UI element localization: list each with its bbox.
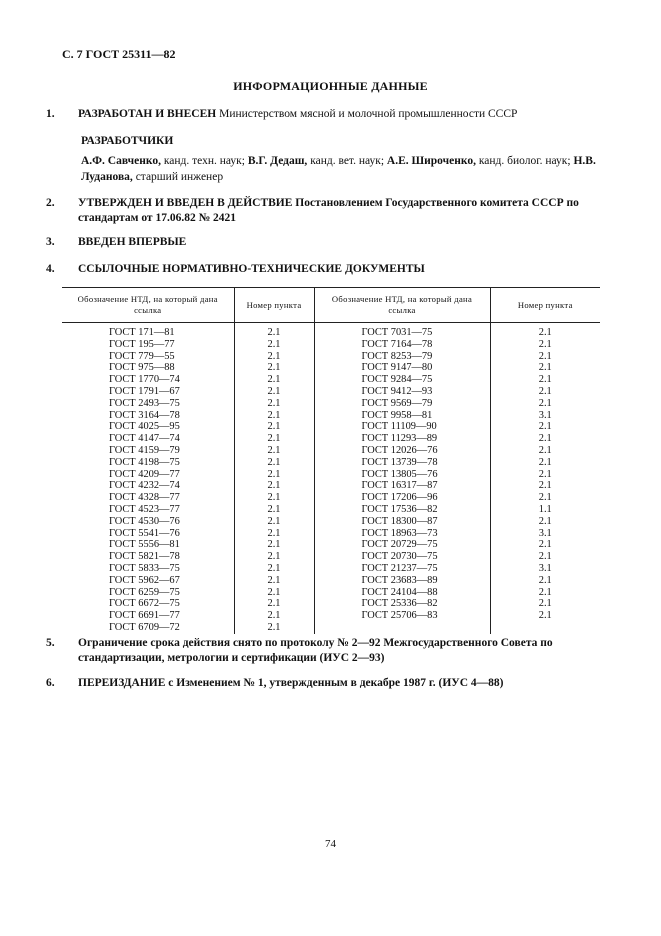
clause-number: 2.1 — [538, 468, 552, 480]
clause-number: 2.1 — [234, 610, 314, 622]
developer-role: канд. техн. наук; — [160, 155, 248, 167]
table-row — [62, 516, 600, 528]
section-3 — [46, 235, 600, 250]
clause-number: 2.1 — [234, 457, 314, 469]
column-header: Номер пункта — [490, 288, 600, 323]
clause-number: 2.1 — [538, 350, 552, 362]
clause-number: 2.1 — [234, 622, 314, 634]
clause-number: 2.1 — [234, 504, 314, 516]
clause-number: 2.1 — [538, 374, 552, 386]
ntd-designation: ГОСТ 18300—87 — [314, 516, 490, 528]
ntd-designation: ГОСТ 17206—96 — [314, 492, 490, 504]
clause-number: 2.1 — [234, 598, 314, 610]
ntd-designation: ГОСТ 16317—87 — [314, 480, 490, 492]
ntd-designation: ГОСТ 5833—75 — [62, 563, 234, 575]
table-row — [62, 339, 600, 351]
clause-number: 2.1 — [234, 410, 314, 422]
clause-number: 2.1 — [234, 587, 314, 599]
section-heading: ВВЕДЕН ВПЕРВЫЕ — [78, 236, 187, 248]
ntd-designation: ГОСТ 25336—82 — [314, 598, 490, 610]
section-4 — [46, 262, 600, 277]
section-6 — [46, 676, 600, 691]
developers-heading — [81, 134, 619, 149]
section-text: Постановлением Государственного комитета СССР по стандартам от 17.06.82 № 2421 — [78, 197, 579, 224]
ntd-designation: ГОСТ 1791—67 — [62, 386, 234, 398]
ntd-designation: ГОСТ 7031—75 — [314, 323, 490, 339]
table-row — [62, 386, 600, 398]
developer-role: старший инженер — [132, 171, 224, 183]
developer-name: В.Г. Дедаш, — [247, 155, 308, 167]
ntd-designation: ГОСТ 21237—75 — [314, 563, 490, 575]
clause-number: 2.1 — [234, 516, 314, 528]
ntd-designation — [314, 622, 490, 634]
clause-number: 2.1 — [538, 574, 552, 586]
column-header: Номер пункта — [234, 288, 314, 323]
table-row — [62, 492, 600, 504]
page-title: ИНФОРМАЦИОННЫЕ ДАННЫЕ — [233, 79, 428, 93]
developer-name: Н.В. Луданова, — [81, 155, 596, 183]
section-heading: ПЕРЕИЗДАНИЕ — [78, 677, 166, 689]
clause-number: 2.1 — [234, 323, 314, 339]
clause-number: 2.1 — [538, 492, 552, 504]
clause-number: 2.1 — [538, 539, 552, 551]
ntd-designation: ГОСТ 13739—78 — [314, 457, 490, 469]
ntd-designation: ГОСТ 12026—76 — [314, 445, 490, 457]
clause-number: 2.1 — [234, 563, 314, 575]
ntd-designation: ГОСТ 4530—76 — [62, 516, 234, 528]
clause-number: 2.1 — [538, 362, 552, 374]
clause-number: 3.1 — [538, 527, 552, 539]
section-heading: УТВЕРЖДЕН И ВВЕДЕН В ДЕЙСТВИЕ — [78, 197, 293, 209]
table-row — [62, 351, 600, 363]
clause-number: 2.1 — [234, 480, 314, 492]
section-number: 3. — [46, 236, 55, 248]
developer-role: канд. биолог. наук; — [475, 155, 574, 167]
clause-number: 2.1 — [234, 575, 314, 587]
column-header: Обозначение НТД, на который дана ссылка — [62, 288, 234, 323]
ntd-designation: ГОСТ 4232—74 — [62, 480, 234, 492]
ntd-designation: ГОСТ 9412—93 — [314, 386, 490, 398]
clause-number: 2.1 — [538, 433, 552, 445]
clause-number: 2.1 — [234, 398, 314, 410]
table-row — [62, 433, 600, 445]
ntd-designation: ГОСТ 7164—78 — [314, 339, 490, 351]
ntd-designation: ГОСТ 6672—75 — [62, 598, 234, 610]
section-5 — [46, 636, 600, 666]
clause-number: 3.1 — [538, 409, 552, 421]
table-row — [62, 480, 600, 492]
clause-number: 2.1 — [234, 539, 314, 551]
table-row — [62, 323, 600, 339]
section-number: 2. — [46, 197, 55, 209]
table-row — [62, 551, 600, 563]
section-text: Ограничение срока действия снято по протоколу № 2—92 Межгосударственного Совета по стандартизации, метрологии и сертификации (ИУС 2—93) — [78, 637, 553, 664]
table-row — [62, 622, 600, 634]
ntd-designation: ГОСТ 4209—77 — [62, 469, 234, 481]
clause-number: 2.1 — [538, 385, 552, 397]
ntd-designation: ГОСТ 4328—77 — [62, 492, 234, 504]
table-header-row — [62, 288, 600, 323]
clause-number: 2.1 — [234, 374, 314, 386]
ntd-designation: ГОСТ 171—81 — [62, 323, 234, 339]
developers-heading-text: РАЗРАБОТЧИКИ — [81, 135, 174, 147]
clause-number: 2.1 — [538, 610, 552, 622]
ntd-designation: ГОСТ 975—88 — [62, 362, 234, 374]
ntd-designation: ГОСТ 5541—76 — [62, 528, 234, 540]
table-row — [62, 457, 600, 469]
clause-number: 3.1 — [538, 562, 552, 574]
clause-number: 2.1 — [538, 598, 552, 610]
clause-number: 2.1 — [234, 528, 314, 540]
developer-name: А.Ф. Савченко, — [81, 155, 161, 167]
references-table — [62, 287, 600, 634]
clause-number: 2.1 — [234, 339, 314, 351]
ntd-designation: ГОСТ 9147—80 — [314, 362, 490, 374]
clause-number: 2.1 — [538, 586, 552, 598]
clause-number: 2.1 — [234, 492, 314, 504]
ntd-designation: ГОСТ 9569—79 — [314, 398, 490, 410]
clause-number: 2.1 — [234, 351, 314, 363]
ntd-designation: ГОСТ 5821—78 — [62, 551, 234, 563]
developer-role: канд. вет. наук; — [307, 155, 387, 167]
clause-number: 2.1 — [538, 480, 552, 492]
ntd-designation: ГОСТ 9284—75 — [314, 374, 490, 386]
clause-number: 2.1 — [234, 421, 314, 433]
column-header: Обозначение НТД, на который дана ссылка — [314, 288, 490, 323]
section-number: 4. — [46, 263, 55, 275]
ntd-designation: ГОСТ 8253—79 — [314, 351, 490, 363]
clause-number: 1.1 — [538, 503, 552, 515]
ntd-designation: ГОСТ 5962—67 — [62, 575, 234, 587]
ntd-designation: ГОСТ 1770—74 — [62, 374, 234, 386]
ntd-designation: ГОСТ 20730—75 — [314, 551, 490, 563]
clause-number: 2.1 — [234, 551, 314, 563]
ntd-designation: ГОСТ 3164—78 — [62, 410, 234, 422]
table-row — [62, 421, 600, 433]
table-row — [62, 362, 600, 374]
section-number: 5. — [46, 637, 55, 649]
table-row — [62, 575, 600, 587]
ntd-designation: ГОСТ 24104—88 — [314, 587, 490, 599]
ntd-designation: ГОСТ 6259—75 — [62, 587, 234, 599]
clause-number: 2.1 — [538, 515, 552, 527]
clause-number: 2.1 — [234, 433, 314, 445]
table-row — [62, 598, 600, 610]
ntd-designation: ГОСТ 13805—76 — [314, 469, 490, 481]
page-number: 74 — [325, 838, 336, 850]
ntd-designation: ГОСТ 11109—90 — [314, 421, 490, 433]
ntd-designation: ГОСТ 11293—89 — [314, 433, 490, 445]
table-body — [62, 323, 600, 634]
ntd-designation: ГОСТ 5556—81 — [62, 539, 234, 551]
section-text: с Изменением № 1, утвержденным в декабре 1987 г. (ИУС 4—88) — [165, 677, 504, 689]
ntd-designation: ГОСТ 6691—77 — [62, 610, 234, 622]
clause-number: 2.1 — [538, 327, 552, 338]
ntd-designation: ГОСТ 2493—75 — [62, 398, 234, 410]
ntd-designation: ГОСТ 23683—89 — [314, 575, 490, 587]
developers-list — [81, 153, 609, 185]
clause-number: 2.1 — [538, 551, 552, 563]
ntd-designation: ГОСТ 195—77 — [62, 339, 234, 351]
clause-number: 2.1 — [234, 445, 314, 457]
section-number: 6. — [46, 677, 55, 689]
section-heading: ССЫЛОЧНЫЕ НОРМАТИВНО-ТЕХНИЧЕСКИЕ ДОКУМЕНТЫ — [78, 263, 425, 275]
developer-name: А.Е. Широченко, — [386, 155, 476, 167]
clause-number: 2.1 — [234, 362, 314, 374]
clause-number: 2.1 — [538, 421, 552, 433]
ntd-designation: ГОСТ 4025—95 — [62, 421, 234, 433]
clause-number: 2.1 — [538, 456, 552, 468]
table-row — [62, 469, 600, 481]
table-row — [62, 539, 600, 551]
ntd-designation: ГОСТ 17536—82 — [314, 504, 490, 516]
table-row — [62, 504, 600, 516]
table-row — [62, 587, 600, 599]
ntd-designation: ГОСТ 9958—81 — [314, 410, 490, 422]
table-row — [62, 445, 600, 457]
section-1 — [46, 107, 600, 122]
clause-number: 2.1 — [538, 444, 552, 456]
clause-number: 2.1 — [234, 386, 314, 398]
ntd-designation: ГОСТ 4159—79 — [62, 445, 234, 457]
section-heading: РАЗРАБОТАН И ВНЕСЕН — [78, 108, 217, 120]
clause-number — [490, 622, 600, 634]
page-header: С. 7 ГОСТ 25311—82 — [62, 47, 176, 61]
table-row — [62, 610, 600, 622]
ntd-designation: ГОСТ 779—55 — [62, 351, 234, 363]
ntd-designation: ГОСТ 4147—74 — [62, 433, 234, 445]
ntd-designation: ГОСТ 25706—83 — [314, 610, 490, 622]
table-row — [62, 410, 600, 422]
table-row — [62, 374, 600, 386]
clause-number: 2.1 — [538, 338, 552, 350]
clause-number: 2.1 — [234, 469, 314, 481]
ntd-designation: ГОСТ 18963—73 — [314, 528, 490, 540]
ntd-designation: ГОСТ 4523—77 — [62, 504, 234, 516]
clause-number: 2.1 — [538, 397, 552, 409]
section-number: 1. — [46, 108, 55, 120]
section-text: Министерством мясной и молочной промышленности СССР — [216, 108, 518, 120]
ntd-designation: ГОСТ 4198—75 — [62, 457, 234, 469]
table-row — [62, 398, 600, 410]
table-row — [62, 528, 600, 540]
ntd-designation: ГОСТ 6709—72 — [62, 622, 234, 634]
ntd-designation: ГОСТ 20729—75 — [314, 539, 490, 551]
table-row — [62, 563, 600, 575]
section-2 — [46, 196, 600, 226]
